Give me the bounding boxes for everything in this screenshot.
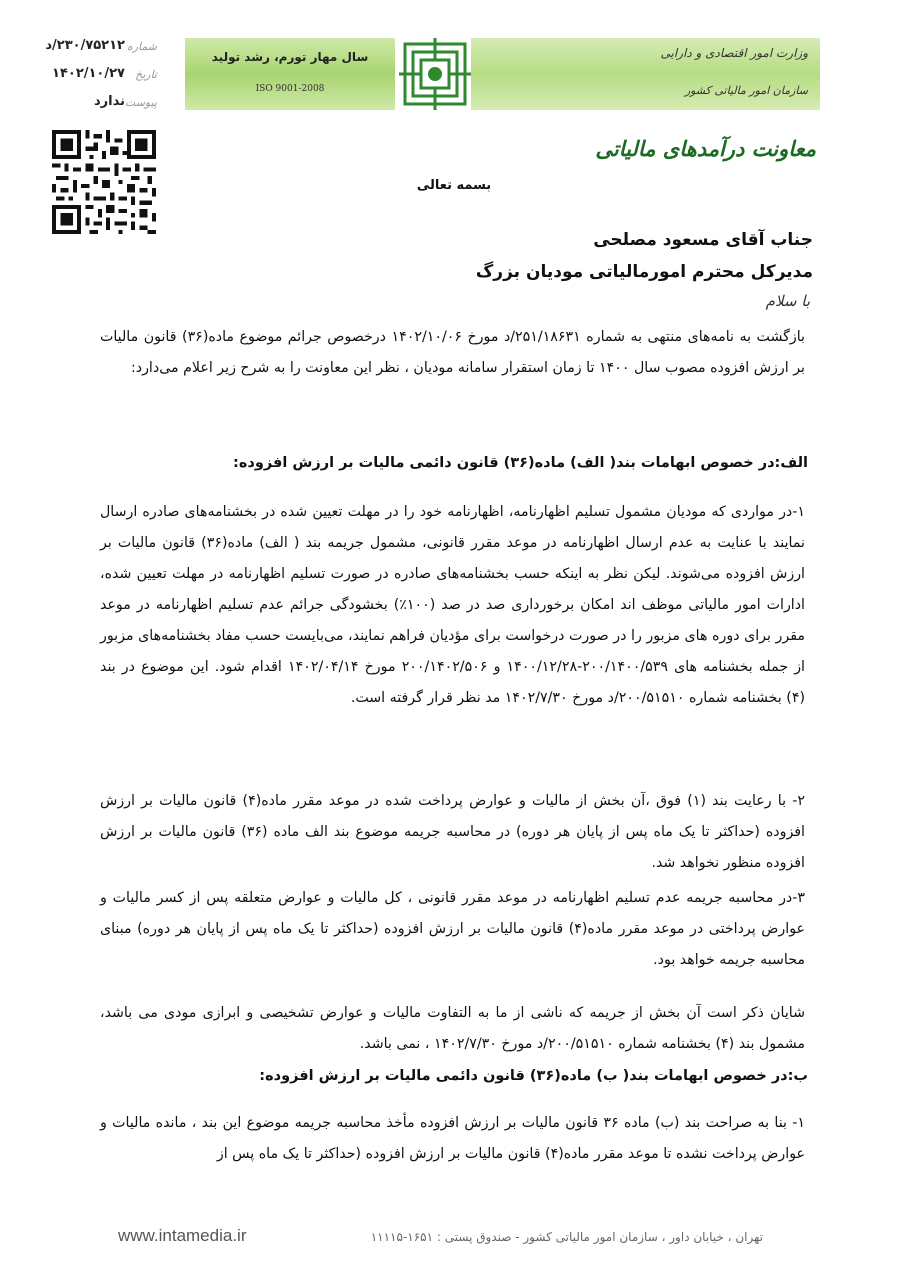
letter-date bbox=[12, 66, 157, 88]
ministry-name: وزارت امور اقتصادی و دارایی bbox=[660, 46, 808, 60]
iso-label: ISO 9001-2008 bbox=[255, 84, 325, 94]
recipient-title: مدیرکل محترم امورمالیاتی مودیان بزرگ bbox=[475, 262, 813, 282]
salutation: با سلام bbox=[765, 292, 810, 310]
deputy-title: معاونت درآمدهای مالیاتی bbox=[595, 136, 816, 161]
letter-attachment-value: ندارد bbox=[93, 94, 125, 109]
bismillah-header: بسمه تعالی bbox=[416, 178, 492, 193]
banner-left-panel bbox=[185, 38, 395, 110]
section-b-heading: ب:در خصوص ابهامات بند( ب) ماده(۳۶) قانون دائمی مالیات بر ارزش افزوده: bbox=[259, 1068, 808, 1084]
letter-attachment-label: پیوست bbox=[124, 96, 157, 109]
banner-right-panel bbox=[450, 38, 820, 110]
recipient-name: جناب آقای مسعود مصلحی bbox=[593, 230, 813, 250]
year-slogan: سال مهار تورم، رشد تولید bbox=[211, 50, 369, 64]
letterhead-banner bbox=[185, 38, 820, 110]
section-b-item-1: ۱- بنا به صراحت بند (ب) ماده ۳۶ قانون مالیات بر ارزش افزوده مأخذ محاسبه جریمه موضوع این بند ، مانده مالیات و عوارض پرداخت نشده تا موعد مقرر ماده(۴) قانون مالیات بر ارزش افزوده (حداکثر تا یک ماه پس از bbox=[100, 1115, 805, 1162]
intro-paragraph: بازگشت به نامه‌های منتهی به شماره ۲۵۱/۱۸۶۳۱/د مورخ ۱۴۰۲/۱۰/۰۶ درخصوص جرائم موضوع ماده(۳۶) قانون مالیات بر ارزش افزوده مصوب سال ۱۴۰۰ تا زمان استقرار سامانه مودیان ، نظر این معاونت را به شرح زیر اعلام می‌دارد: bbox=[100, 329, 806, 376]
section-a-note: شایان ذکر است آن بخش از جریمه که ناشی از ما به التفاوت مالیات و عوارض تشخیصی و ابرازی مودی می باشد، مشمول بند (۴) بخشنامه شماره ۲۰۰/۵۱۵۱۰/د مورخ ۱۴۰۲/۷/۳۰ ، نمی باشد. bbox=[100, 1005, 805, 1052]
tax-organization-emblem-icon bbox=[395, 34, 475, 114]
organization-name: سازمان امور مالیاتی کشور bbox=[684, 84, 808, 97]
section-a-item-3: ۳-در محاسبه جریمه عدم تسلیم اظهارنامه در موعد مقرر قانونی ، کل مالیات و عوارض متعلقه پس از کسر مالیات و عوارض پرداختی در موعد مقرر ماده(۴) قانون مالیات بر ارزش افزوده (حداکثر تا یک ماه پس از پایان هر دوره) مبنای محاسبه جریمه خواهد بود. bbox=[100, 890, 805, 968]
letter-date-label: تاریخ bbox=[135, 68, 157, 81]
section-a-heading: الف:در خصوص ابهامات بند( الف) ماده(۳۶) قانون دائمی مالیات بر ارزش افزوده: bbox=[233, 455, 808, 471]
footer-website-link[interactable]: www.intamedia.ir bbox=[118, 1226, 247, 1245]
letter-number-value: ۲۳۰/۷۵۲۱۲/د bbox=[45, 38, 125, 53]
letter-date-value: ۱۴۰۲/۱۰/۲۷ bbox=[52, 66, 125, 81]
section-a-item-1: ۱-در مواردی که مودیان مشمول تسلیم اظهارنامه، اظهارنامه خود را در مهلت تعیین شده در بخشنامه‌های صادره ارسال نمایند با عنایت به عدم ارسال اظهارنامه در موعد مقرر قانونی، مشمول جریمه بند ( الف) ماده(۳۶) قانون مالیات بر ارزش افزوده می‌شوند. لیکن نظر به اینکه حسب بخشنامه‌های صادره در صورت تسلیم اظهارنامه در مهلت تعیین شده، ادارات امور مالیاتی موظف اند امکان برخورداری صد در صد (۱۰۰٪) بخشودگی جرائم عدم تسلیم اظهارنامه در موعد مقرر برای دوره های مزبور را در صورت درخواست برای مؤدیان فراهم نمایند، می‌بایست حسب مفاد بخشنامه‌های مزبور از جمله بخشنامه های ۲۰۰/۱۴۰۰/۵۳۹-۱۴۰۰/۱۲/۲۸ و ۲۰۰/۱۴۰۲/۵۰۶ مورخ ۱۴۰۲/۰۴/۱۴ اقدام شود. این موضوع در بند (۴) بخشنامه شماره ۲۰۰/۵۱۵۱۰/د مورخ ۱۴۰۲/۷/۳۰ مد نظر قرار گرفته است. bbox=[100, 504, 805, 706]
letter-number-label: شماره bbox=[126, 40, 157, 53]
section-a-item-2: ۲- با رعایت بند (۱) فوق ،آن بخش از مالیات و عوارض پرداخت شده در موعد مقرر ماده(۴) قانون مالیات بر ارزش افزوده (حداکثر تا یک ماه پس از پایان هر دوره) در محاسبه جریمه موضوع بند الف ماده (۳۶) قانون مالیات بر ارزش افزوده منظور نخواهد شد. bbox=[100, 793, 805, 871]
letter-number bbox=[12, 38, 157, 60]
footer-address: تهران ، خیابان داور ، سازمان امور مالیاتی کشور - صندوق پستی : ۱۶۵۱-۱۱۱۱۵ bbox=[370, 1230, 763, 1244]
letter-attachment bbox=[12, 94, 157, 116]
